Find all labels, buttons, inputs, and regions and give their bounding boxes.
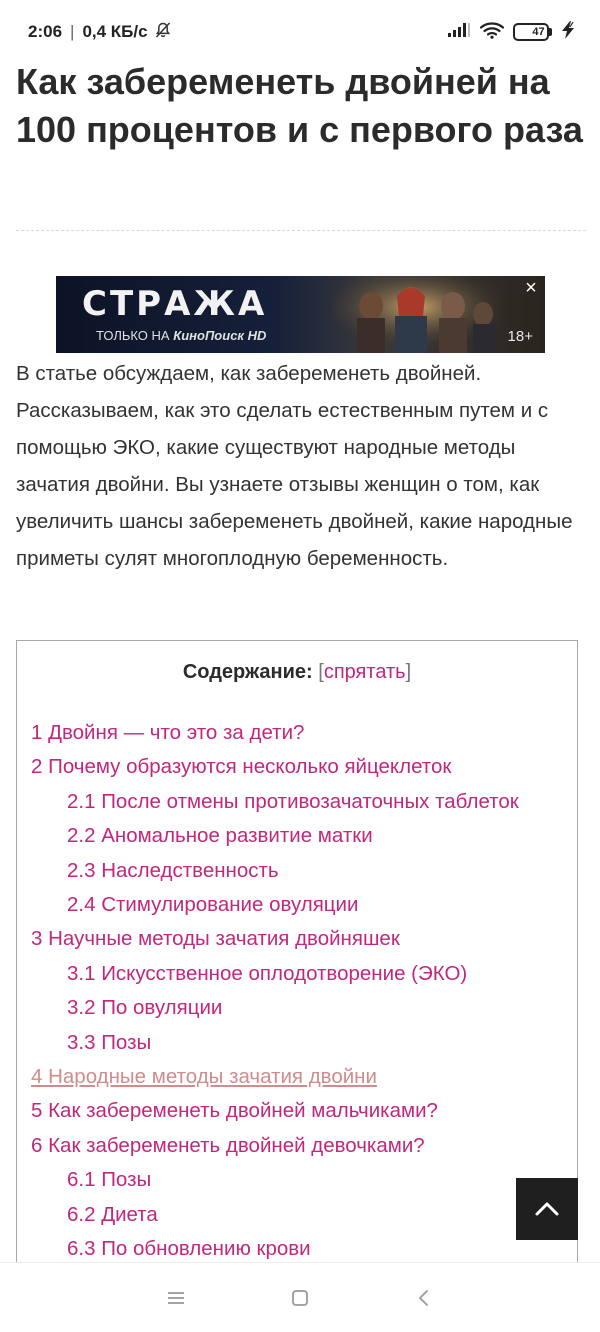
title-divider	[16, 230, 586, 231]
nav-back-button[interactable]	[362, 1263, 486, 1332]
ad-poster-art	[331, 276, 501, 353]
back-chevron-icon	[416, 1288, 432, 1308]
nav-menu-button[interactable]	[114, 1263, 238, 1332]
system-nav-bar	[0, 1262, 600, 1332]
ad-title: СТРАЖА	[82, 284, 268, 324]
status-bar	[0, 0, 600, 64]
network-speed: 0,4 КБ/с	[82, 22, 148, 41]
page-title: Как забеременеть двойней на 100 процентов и с первого раза	[16, 61, 583, 150]
scroll-to-top-button[interactable]	[516, 1178, 578, 1240]
ad-subtitle-prefix: ТОЛЬКО НА	[96, 328, 170, 343]
table-of-contents	[16, 640, 578, 1280]
charging-bolt-icon	[560, 20, 576, 45]
ad-close-button[interactable]: ×	[525, 277, 537, 299]
toc-link-13[interactable]: 6 Как забеременеть двойней девочками?	[31, 1133, 425, 1157]
toc-link-1[interactable]: 1 Двойня — что это за дети?	[31, 721, 305, 744]
toc-toggle-link[interactable]: спрятать	[323, 661, 406, 683]
ad-subtitle	[96, 328, 266, 343]
status-separator: |	[70, 22, 75, 41]
article-intro: В статье обсуждаем, как забеременеть двойней. Рассказываем, как это сделать естественным путем и с помощью ЭКО, какие существуют народные методы зачатия двойни. Вы узнаете отзывы женщин о том, как увеличить шансы забеременеть двойней, какие народные приметы сулят многоплодную беременность.	[16, 362, 573, 570]
nav-home-button[interactable]	[238, 1263, 362, 1332]
status-right	[447, 20, 576, 45]
toc-bracket-close: ]	[405, 661, 412, 683]
toc-header	[17, 661, 577, 684]
signal-icon	[447, 22, 471, 43]
toc-link-12[interactable]: 5 Как забеременеть двойней мальчиками?	[31, 1099, 438, 1123]
toc-link-9[interactable]: 3.2 По овуляции	[67, 996, 223, 1020]
toc-link-2[interactable]: 2 Почему образуются несколько яйцеклеток	[31, 755, 452, 779]
wifi-icon	[479, 21, 505, 44]
toc-link-16[interactable]: 6.3 По обновлению крови	[67, 1237, 311, 1261]
toc-link-11[interactable]: 4 Народные методы зачатия двойни	[31, 1065, 377, 1089]
toc-list	[17, 716, 577, 1267]
toc-heading: Содержание:	[182, 661, 313, 683]
toc-link-8[interactable]: 3.1 Искусственное оплодотворение (ЭКО)	[67, 961, 468, 985]
ad-banner[interactable]	[56, 276, 545, 353]
chevron-up-icon	[534, 1201, 560, 1217]
toc-link-5[interactable]: 2.3 Наследственность	[67, 858, 279, 882]
toc-link-6[interactable]: 2.4 Стимулирование овуляции	[67, 893, 359, 917]
toc-link-4[interactable]: 2.2 Аномальное развитие матки	[67, 824, 373, 848]
menu-icon	[166, 1290, 186, 1306]
toc-link-3[interactable]: 2.1 После отмены противозачаточных таблеток	[67, 789, 519, 813]
toc-link-15[interactable]: 6.2 Диета	[67, 1202, 158, 1226]
home-square-icon	[290, 1288, 310, 1308]
ad-age-rating: 18+	[507, 328, 533, 345]
clock: 2:06	[28, 22, 63, 41]
bell-off-icon	[154, 21, 172, 44]
battery-icon	[513, 23, 552, 41]
toc-link-10[interactable]: 3.3 Позы	[67, 1030, 152, 1054]
toc-link-7[interactable]: 3 Научные методы зачатия двойняшек	[31, 927, 400, 951]
toc-bracket-open: [	[318, 661, 324, 683]
ad-brand: КиноПоиск HD	[173, 328, 267, 343]
battery-level: 47	[532, 26, 545, 38]
toc-link-14[interactable]: 6.1 Позы	[67, 1168, 152, 1192]
status-left	[28, 21, 172, 44]
